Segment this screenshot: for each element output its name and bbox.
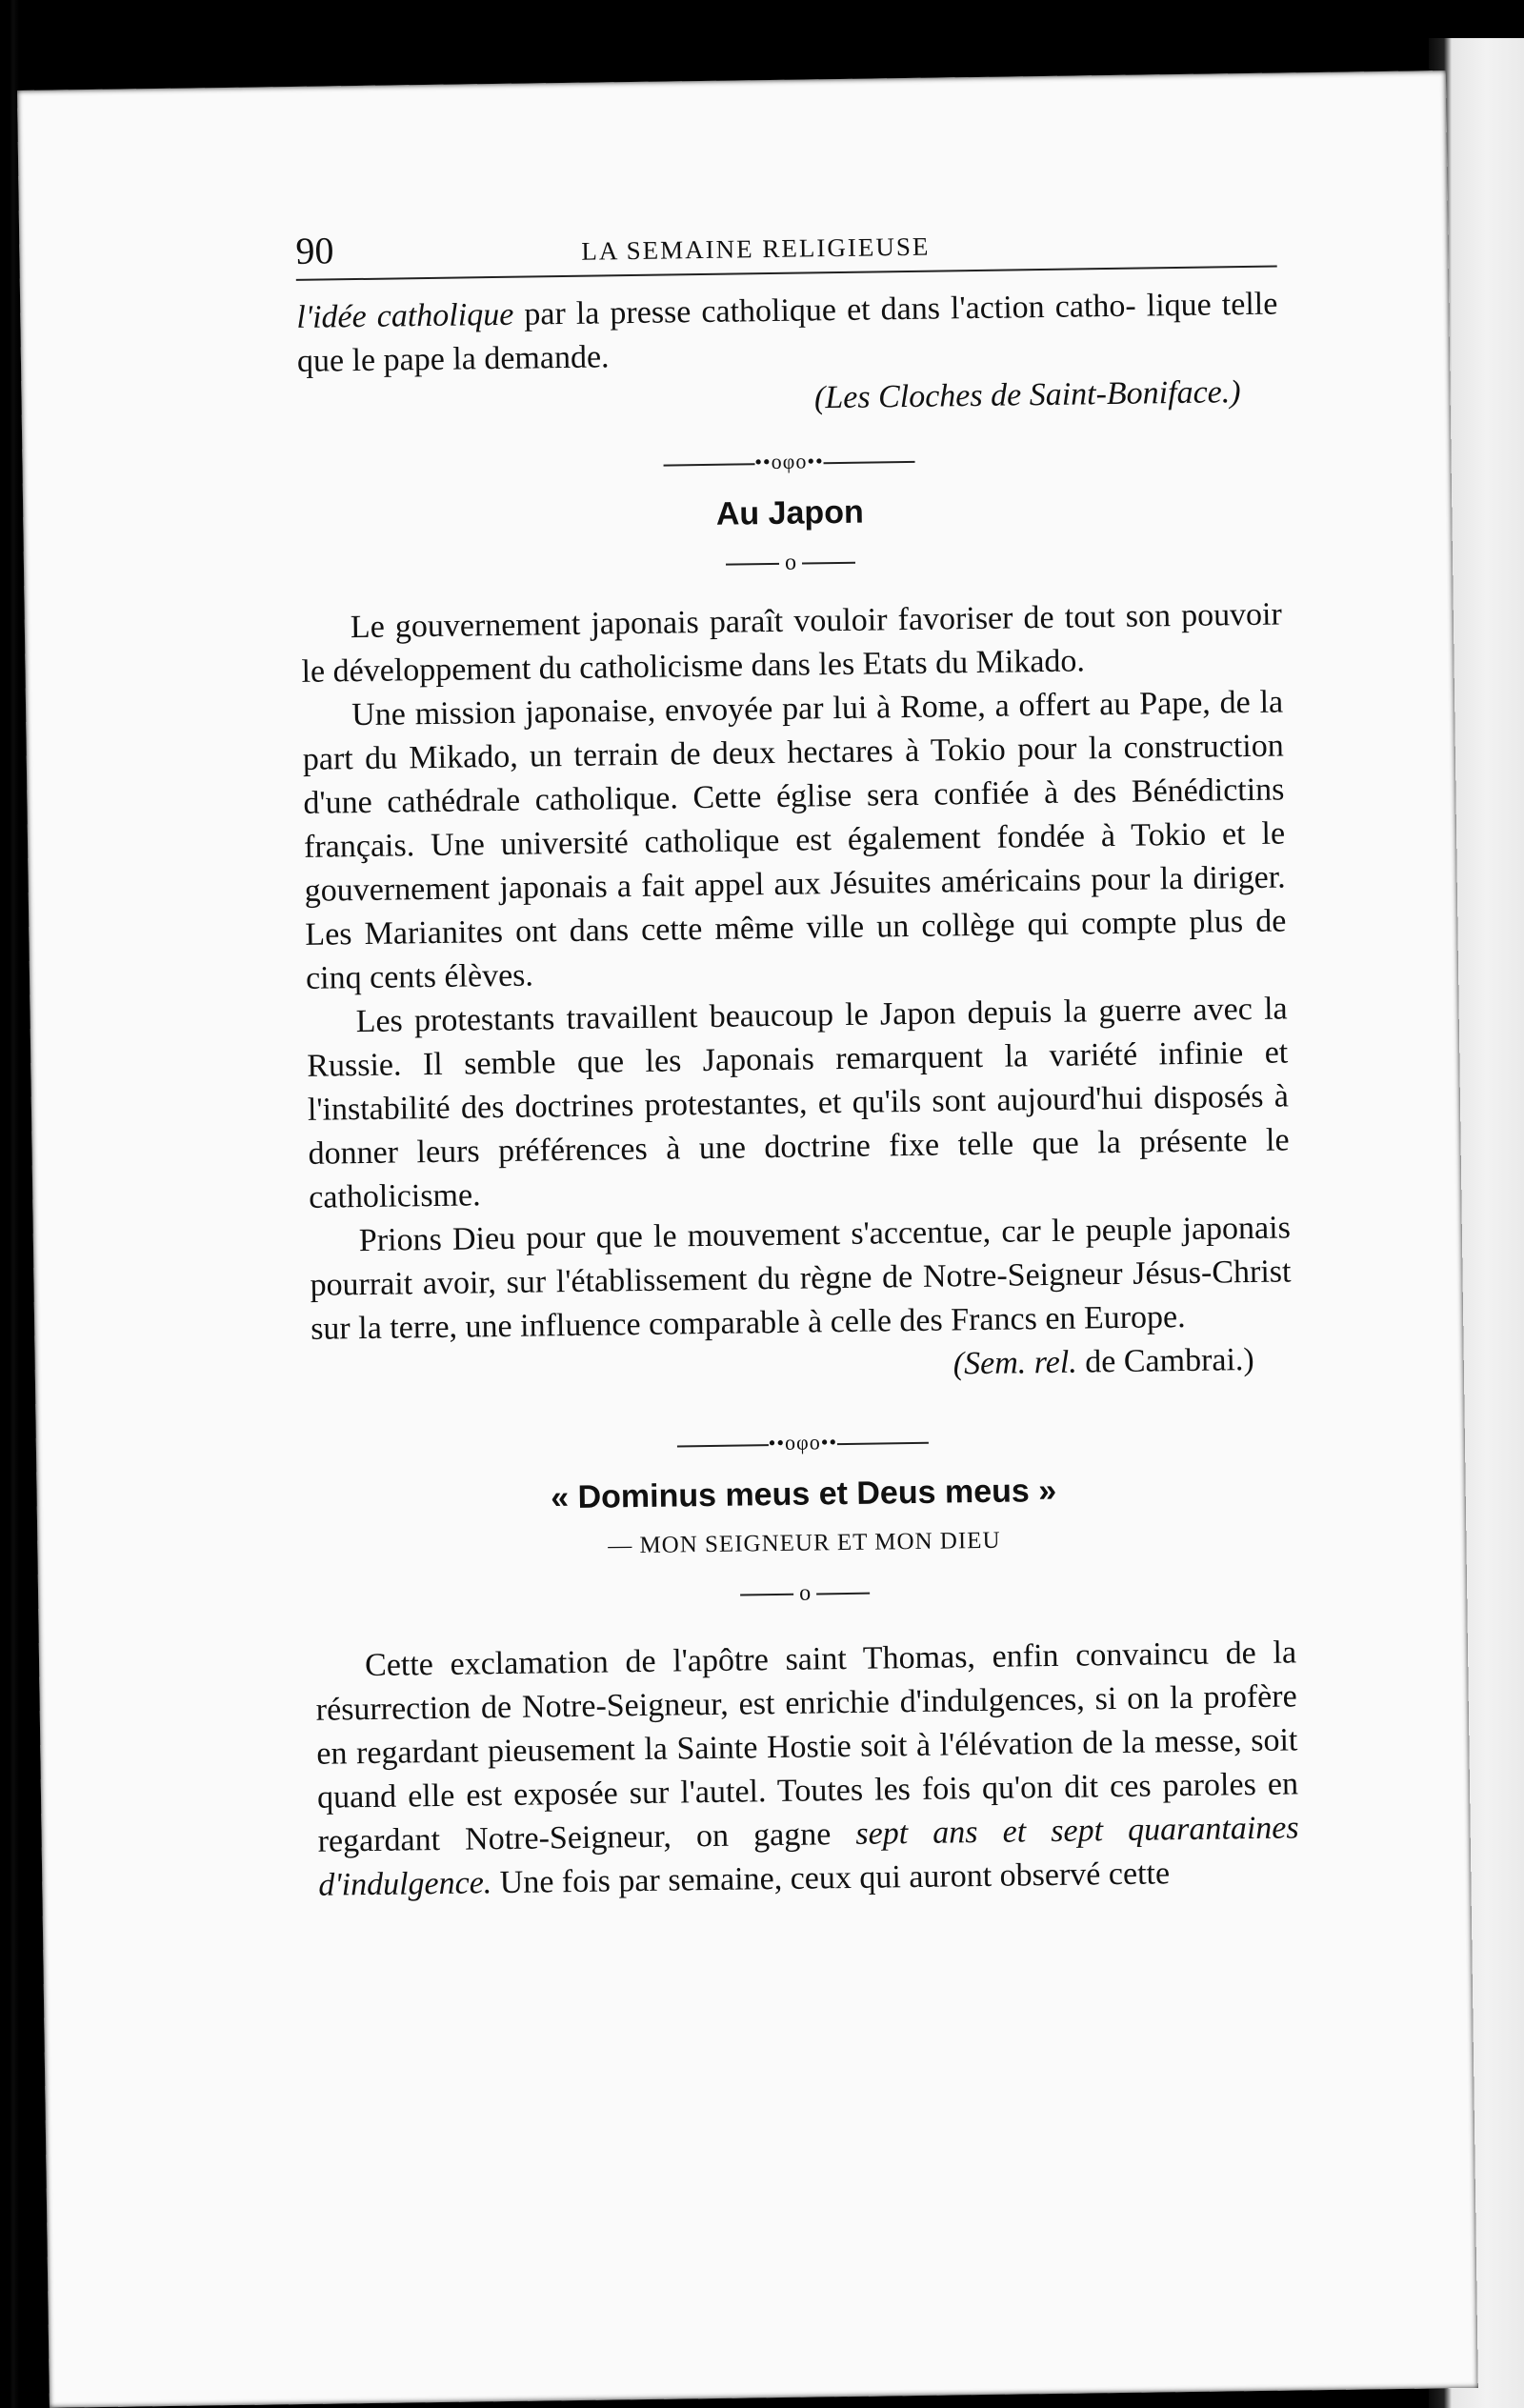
page-number: 90 xyxy=(295,229,334,272)
ornament-divider xyxy=(312,1414,1294,1471)
section-subtitle: — MON SEIGNEUR ET MON DIEU xyxy=(608,1527,1001,1559)
section-title-japon: Au Japon xyxy=(715,493,864,532)
paragraph xyxy=(315,1631,1300,1907)
continuation-text xyxy=(296,283,1278,384)
paragraph: Le gouvernement japonais paraît vouloir favoriser de tout son pouvoir le développement du catholicisme dans les Etats du Mikado. xyxy=(301,596,1283,690)
ornament-glyph: ••oφo•• xyxy=(754,449,824,474)
book-page xyxy=(17,70,1478,2408)
separator-glyph: o xyxy=(798,1580,812,1606)
continuation-italic: l'idée catholique xyxy=(296,296,514,335)
attribution-rest: de Cambrai.) xyxy=(1076,1341,1254,1380)
paragraph: Prions Dieu pour que le mouvement s'accentue, car le peuple japonais pourrait avoir, sur l'établissement du règne de Notre-Seigneur Jésus-Christ sur la terre, une influence comparable à celle des Francs en Europe. xyxy=(310,1210,1292,1347)
paragraph-italic: sept ans et sept quarantaines d'indulgence. xyxy=(318,1810,1299,1903)
attribution-italic: (Sem. rel. xyxy=(952,1344,1078,1382)
section-title-dominus: « Dominus meus et Deus meus » xyxy=(550,1472,1057,1516)
separator-glyph: o xyxy=(784,550,797,575)
page-content xyxy=(295,216,1300,1908)
paragraph-text: Cette exclamation de l'apôtre saint Thomas, enfin convaincu de la résurrection de Notre-Seigneur, est enrichie d'indulgences, si on la profère en regardant pieusement la Sainte Hostie soit à l'élévation de la messe, soit quand elle est exposée sur l'autel. Toutes les fois qu'on dit ces paroles en regardant Notre-Seigneur, on gagne xyxy=(315,1635,1299,1859)
continuation-line1: par la presse catholique et dans l'action catho- xyxy=(513,288,1136,332)
ornament-divider xyxy=(298,433,1280,491)
paragraph: Une mission japonaise, envoyée par lui à Rome, a offert au Pape, de la part du Mikado, un terrain de deux hectares à Tokio pour la construction d'une cathédrale catholique. Cette église sera confiée à des Bénédictins français. Une université catholique est également fondée à Tokio et le gouvernement japonais a fait appel aux Jésuites américains pour la diriger. Les Marianites ont dans cette même ville un collège qui compte plus de cinq cents élèves. xyxy=(302,684,1287,996)
continuation-attribution: (Les Cloches de Saint-Boniface.) xyxy=(813,374,1241,416)
paragraph-text-end: Une fois par semaine, ceux qui auront observé cette xyxy=(491,1856,1171,1901)
continuation-line2: lique telle que le pape la demande. xyxy=(296,286,1278,379)
ornament-glyph: ••oφo•• xyxy=(768,1430,838,1455)
running-head xyxy=(295,216,1277,281)
section-separator xyxy=(314,1564,1296,1621)
section-separator xyxy=(300,534,1282,592)
running-title: LA SEMAINE RELIGIEUSE xyxy=(581,231,931,266)
paragraph: Les protestants travaillent beaucoup le Japon depuis la guerre avec la Russie. Il semble que les Japonais remarquent la variété infinie et l'instabilité des doctrines protestantes, et qu'ils sont aujourd'hui disposés à donner leurs préférences à une doctrine fixe telle que la présente le catholicisme. xyxy=(307,991,1290,1215)
